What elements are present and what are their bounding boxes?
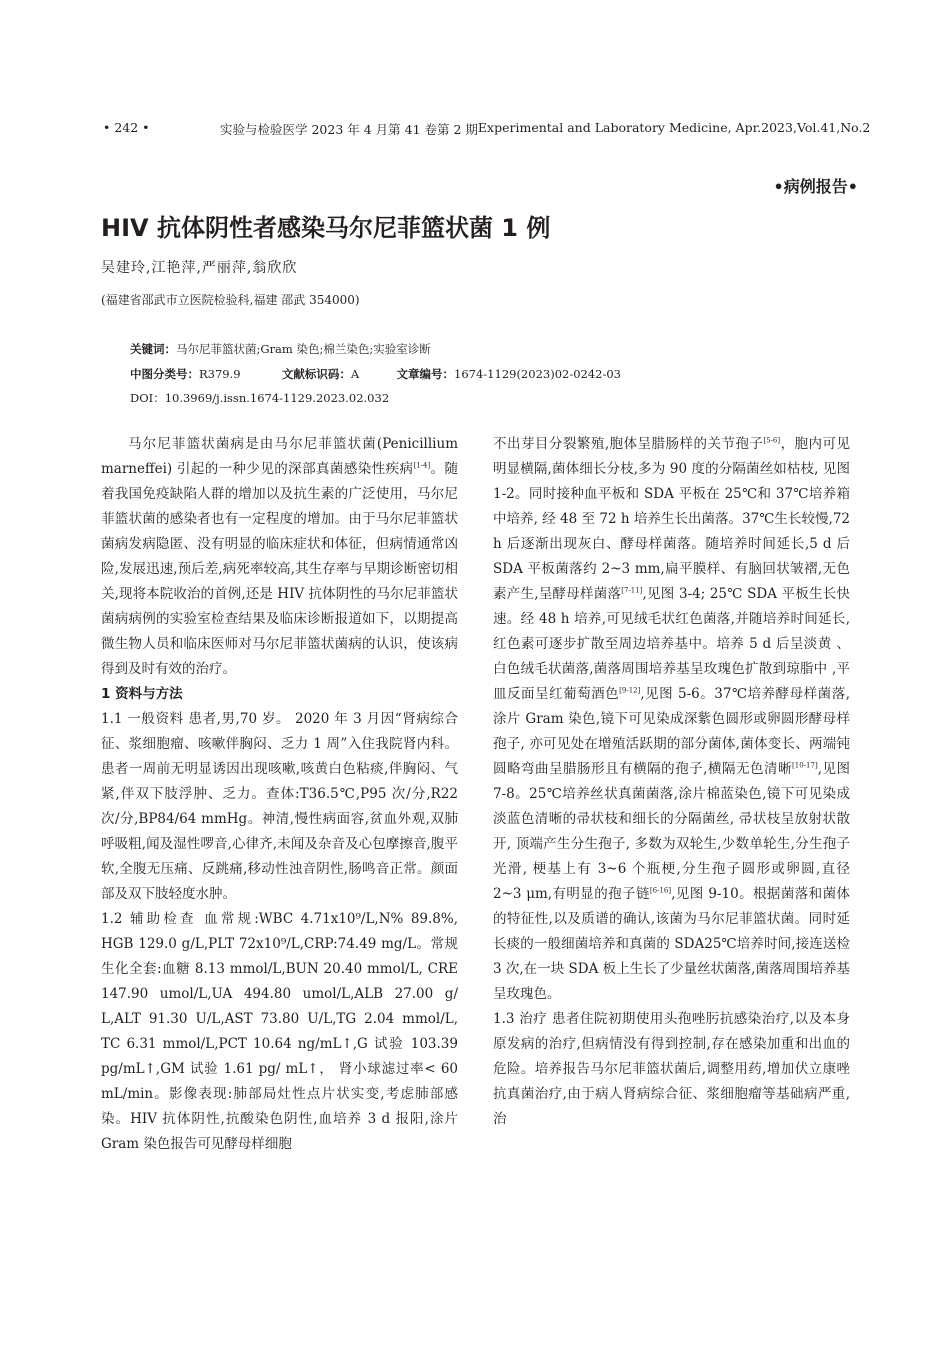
citation: [6-16]: [649, 886, 672, 895]
paragraph-treatment: [493, 1007, 850, 1132]
citation: [9-12]: [619, 686, 641, 695]
paragraph-culture: [493, 432, 850, 1007]
treatment-text: 患者住院初期使用头孢唑肟抗感染治疗,以及本身原发病的治疗,但病情没有得到控制,存在感染加重和出血的危险。培养报告马尔尼菲篮状菌后,调整用药,增加伏立康唑抗真菌治疗,由于病人肾病综合征、浆细胞瘤等基础病严重,治: [493, 1011, 850, 1127]
paragraph-general-info: [101, 707, 458, 907]
intro-paragraph: [101, 432, 458, 682]
culture-text-d: ,见图 5-6。37℃培养酵母样菌落,涂片 Gram 染色,镜下可见染成深紫色圆形或卵圆形酵母样孢子, 亦可见处在增殖活跃期的部分菌体,菌体变长、两端钝圆略弯曲呈腊肠形且有横隔的孢子,横隔无色清晰: [493, 686, 850, 777]
citation: [10-17]: [792, 761, 818, 770]
journal-name-en: Experimental and Laboratory Medicine, Apr.2023,Vol.41,No.2: [477, 120, 871, 135]
clc-number: R379.9: [199, 367, 241, 381]
section-label: •病例报告•: [773, 177, 858, 196]
clc-label: 中图分类号：: [130, 367, 199, 381]
subheading-general-info: 1.1 一般资料: [101, 711, 184, 727]
left-column: [101, 432, 458, 1157]
author-list: 吴建玲,江艳萍,严丽萍,翁欣欣: [101, 260, 298, 276]
heading-methods: 1 资料与方法: [101, 686, 183, 702]
general-info-text: 患者,男,70 岁。 2020 年 3 月因“肾病综合征、浆细胞瘤、咳嗽伴胸闷、乏力 1 周”入住我院肾内科。患者一周前无明显诱因出现咳嗽,咳黄白色粘痰,伴胸闷、气紧,伴双下肢浮肿、乏力。查体:T36.5℃,P95 次/分,R22 次/分,BP84/64 mmHg。神清,慢性病面容,贫血外观,双肺呼吸粗,闻及湿性啰音,心律齐,未闻及杂音及心包摩擦音,腹平软,全腹无压痛、反跳痛,移动性浊音阴性,肠鸣音正常。颜面部及双下肢轻度水肿。: [101, 711, 458, 902]
culture-text-f: ,见图 9-10。根据菌落和菌体的特征性,以及质谱的确认,该菌为马尔尼菲篮状菌。同时延长痰的一般细菌培养和真菌的 SDA25℃培养时间,接连送检 3 次,在一块 SDA 板上生长了少量丝状菌落,菌落周围培养基呈玫瑰色。: [493, 886, 850, 1002]
auxiliary-exam-text: 血常规:WBC 4.71x10⁹/L,N% 89.8%, HGB 129.0 g/L,PLT 72x10⁹/L,CRP:74.49 mg/L。常规生化全套:血糖 8.13 mmol/L,BUN 20.40 mmol/L, CRE 147.90 umol/L,UA 494.80 umol/L,ALB 27.00 g/ L,ALT 91.30 U/L,AST 73.80 U/L,TG 2.04 mmol/L, TC 6.31 mmol/L,PCT 10.64 ng/mL↑,G 试验 103.39 pg/mL↑,GM 试验 1.61 pg/ mL↑， 肾小球滤过率< 60 mL/min。影像表现:肺部局灶性点片状实变,考虑肺部感染。HIV 抗体阴性,抗酸染色阴性,血培养 3 d 报阳,涂片 Gram 染色报告可见酵母样细胞: [101, 911, 459, 1152]
intro-text-cont: 。随着我国免疫缺陷人群的增加以及抗生素的广泛使用，马尔尼菲篮状菌的感染者也有一定程度的增加。由于马尔尼菲篮状菌病发病隐匿、没有明显的临床症状和体征，但病情通常凶险,发展迅速,预后差,病死率较高,其生存率与早期诊断密切相关,现将本院收治的首例,还是 HIV 抗体阴性的马尔尼菲篮状菌病病例的实验室检查结果及临床诊断报道如下，以期提高微生物人员和临床医师对马尔尼菲篮状菌病的认识，使该病得到及时有效的治疗。: [101, 461, 459, 677]
subheading-treatment: 1.3 治疗: [493, 1011, 548, 1027]
culture-text-a: 不出芽目分裂繁殖,胞体呈腊肠样的关节孢子: [493, 436, 764, 452]
intro-text: 马尔尼菲篮状菌病是由马尔尼菲篮状菌(Penicillium marneffei) 引起的一种少见的深部真菌感染性疾病: [101, 436, 458, 477]
culture-text-b: ，胞内可见明显横隔,菌体细长分枝,多为 90 度的分隔菌丝如枯枝, 见图 1-2。同时接种血平板和 SDA 平板在 25℃和 37℃培养箱中培养, 经 48 至 72 h 培养生长出菌落。37℃生长较慢,72 h 后逐渐出现灰白、酵母样菌落。随培养时间延长,5 d 后 SDA 平板菌落约 2~3 mm,扁平膜样、有脑回状皱褶,无色素产生,呈酵母样菌落: [493, 436, 851, 602]
culture-text-e: ,见图 7-8。25℃培养丝状真菌菌落,涂片棉蓝染色,镜下可见染成淡蓝色清晰的帚状枝和细长的分隔菌丝, 帚状枝呈放射状散开, 顶端产生分生孢子, 多数为双轮生,少数单轮生,分生孢子光滑, 梗基上有 3~6 个瓶梗,分生孢子圆形或卵圆,直径 2~3 μm,有明显的孢子链: [493, 761, 850, 902]
article-number-label: 文章编号：: [396, 367, 455, 381]
right-column: [493, 432, 850, 1132]
keywords-line: [130, 341, 431, 357]
doi-line: [130, 390, 389, 406]
journal-name-cn: 实验与检验医学 2023 年 4 月第 41 卷第 2 期: [220, 122, 478, 137]
classification-line: [130, 366, 621, 382]
citation: [5-6]: [763, 436, 781, 445]
article-title: HIV 抗体阴性者感染马尔尼菲篮状菌 1 例: [101, 214, 551, 242]
affiliation: (福建省邵武市立医院检验科,福建 邵武 354000): [101, 293, 360, 307]
subheading-auxiliary-exam: 1.2 辅助检查: [101, 911, 197, 927]
paragraph-auxiliary-exam: [101, 907, 458, 1157]
article-number: 1674-1129(2023)02-0242-03: [454, 367, 621, 381]
doc-code-label: 文献标识码：: [281, 367, 351, 381]
running-header: [220, 120, 871, 138]
citation: [7-11]: [621, 586, 643, 595]
doc-code: A: [350, 367, 360, 381]
keywords-label: 关键词：: [130, 342, 176, 356]
page-number: • 242 •: [103, 120, 150, 135]
doi: 10.3969/j.issn.1674-1129.2023.02.032: [164, 391, 390, 405]
culture-text-c: ,见图 3-4; 25℃ SDA 平板生长快速。经 48 h 培养,可见绒毛状红色菌落,并随培养时间延长, 红色素可逐步扩散至周边培养基中。培养 5 d 后呈淡黄 、白色绒毛状菌落,菌落周围培养基呈玫瑰色扩散到琼脂中 ,平皿反面呈红葡萄酒色: [493, 586, 850, 702]
citation: [1-4]: [413, 461, 431, 470]
keywords: 马尔尼菲篮状菌;Gram 染色;棉兰染色;实验室诊断: [176, 342, 431, 356]
doi-label: DOI：: [130, 391, 165, 405]
